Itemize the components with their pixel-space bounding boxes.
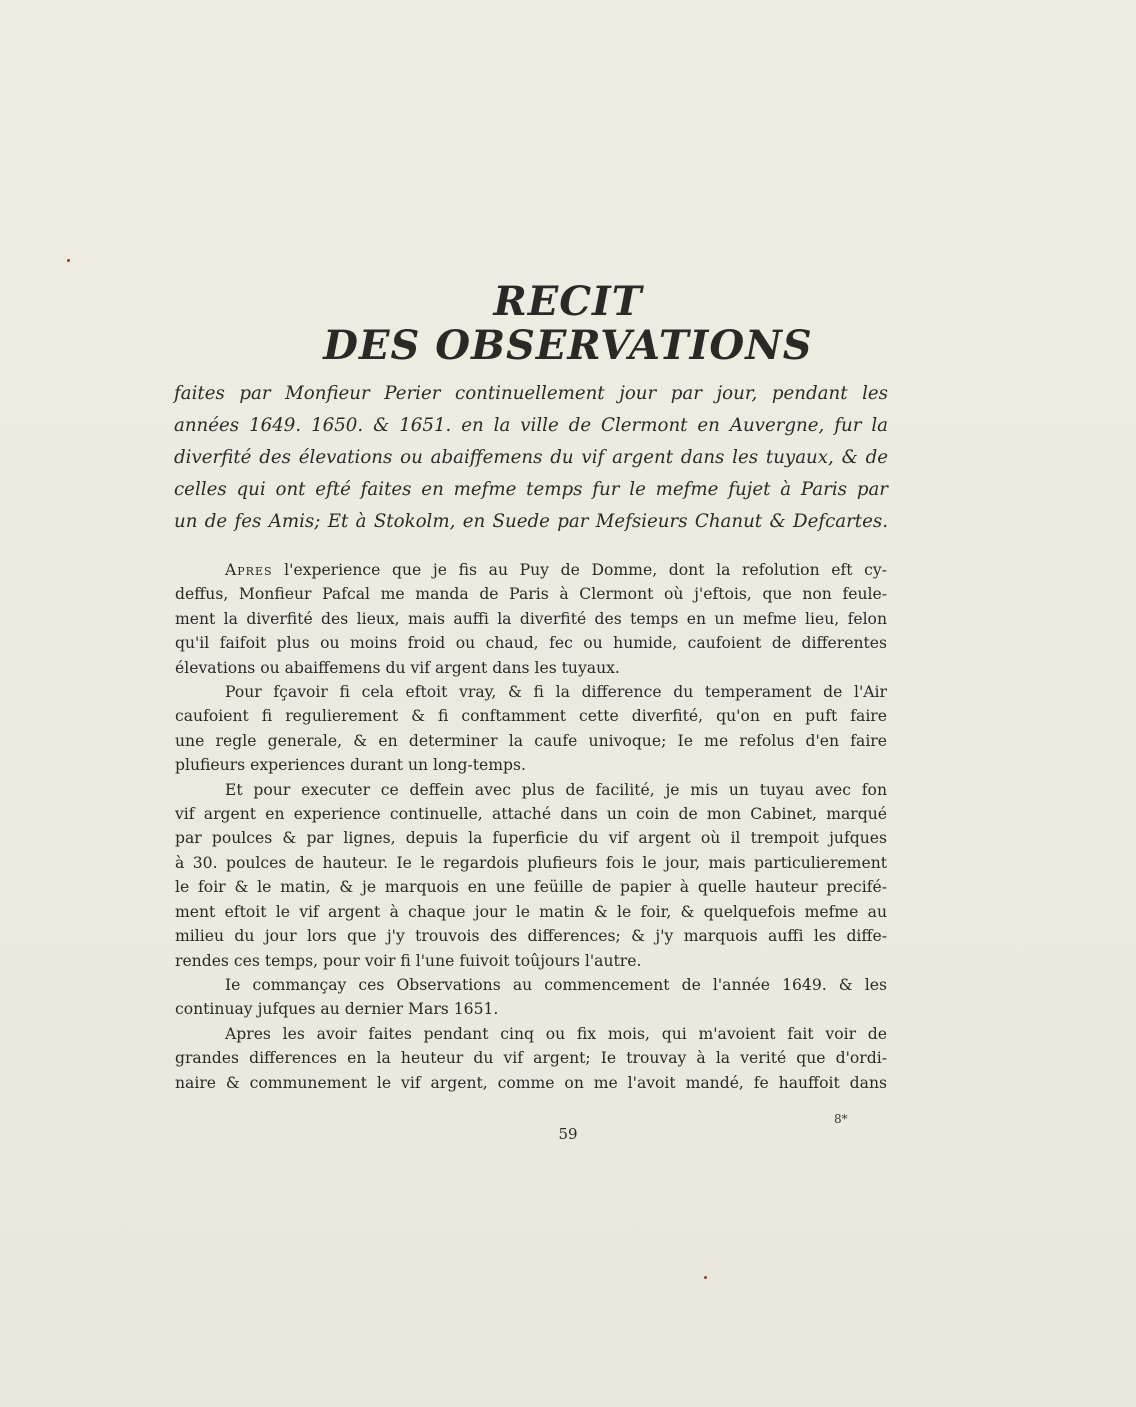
first-word: Apres: [225, 561, 273, 579]
signature-mark: 8*: [834, 1112, 848, 1126]
body-line: deffus, Monfieur Pafcal me manda de Paris à Clermont où j'eftois, que non feule-: [175, 585, 887, 604]
body-line: vif argent en experience continuelle, attaché dans un coin de mon Cabinet, marqué: [175, 805, 887, 824]
subtitle-line: années 1649. 1650. & 1651. en la ville de Clermont en Auvergne, fur la: [174, 415, 888, 436]
paper-speck: [67, 259, 70, 262]
body-line: caufoient fi regulierement & fi conftamment cette diverfité, qu'on en puft faire: [175, 707, 887, 726]
title-line-1: RECIT: [493, 278, 643, 325]
subtitle-line: diverfité des élevations ou abaiffemens du vif argent dans les tuyaux, & de: [174, 447, 888, 468]
body-line: plufieurs experiences durant un long-temps.: [175, 756, 526, 775]
body-line: ment la diverfité des lieux, mais auffi la diverfité des temps en un mefme lieu, felon: [175, 609, 887, 628]
body-line: une regle generale, & en determiner la caufe univoque; Ie me refolus d'en faire: [175, 731, 887, 750]
body-line: naire & communement le vif argent, comme on me l'avoit mandé, fe hauffoit dans: [175, 1073, 887, 1092]
body-line: le foir & le matin, & je marquois en une feüille de papier à quelle hauteur precifé-: [175, 878, 887, 897]
body-line: à 30. poulces de hauteur. Ie le regardois plufieurs fois le jour, mais particulierement: [175, 853, 887, 872]
subtitle-line: faites par Monfieur Perier continuellement jour par jour, pendant les: [174, 383, 888, 404]
body-text: [175, 558, 887, 1095]
body-line: élevations ou abaiffemens du vif argent dans les tuyaux.: [175, 658, 620, 677]
subtitle-line: celles qui ont efté faites en mefme temps fur le mefme fujet à Paris par: [174, 479, 888, 500]
body-line: rendes ces temps, pour voir fi l'une fuivoit toûjours l'autre.: [175, 951, 642, 970]
page-number: 59: [558, 1125, 578, 1143]
body-line: continuay jufques au dernier Mars 1651.: [175, 1000, 499, 1019]
subtitle-line: un de fes Amis; Et à Stokolm, en Suede par Mefsieurs Chanut & Defcartes.: [174, 511, 888, 532]
body-line: ment eftoit le vif argent à chaque jour le matin & le foir, & quelquefois mefme au: [175, 902, 887, 921]
body-line: Pour fçavoir fi cela eftoit vray, & fi la difference du temperament de l'Air: [225, 683, 887, 702]
body-line: Et pour executer ce deffein avec plus de facilité, je mis un tuyau avec fon: [225, 780, 887, 799]
body-line: Apres les avoir faites pendant cinq ou fix mois, qui m'avoient fait voir de: [225, 1024, 887, 1043]
body-line-text: l'experience que je fis au Puy de Domme, dont la refolution eft cy-: [272, 561, 887, 579]
body-line: milieu du jour lors que j'y trouvois des differences; & j'y marquois auffi les diffe-: [175, 927, 887, 946]
subtitle: [174, 378, 888, 538]
body-line: qu'il faifoit plus ou moins froid ou chaud, fec ou humide, caufoient de differentes: [175, 634, 887, 653]
body-line: grandes differences en la heuteur du vif argent; Ie trouvay à la verité que d'ordi-: [175, 1049, 887, 1068]
title-line-2: DES OBSERVATIONS: [323, 322, 813, 369]
paper-speck: [704, 1276, 707, 1279]
body-line: [175, 558, 887, 582]
body-line: Ie commançay ces Observations au commencement de l'année 1649. & les: [225, 975, 887, 994]
body-line: par poulces & par lignes, depuis la fuperficie du vif argent où il trempoit jufques: [175, 829, 887, 848]
